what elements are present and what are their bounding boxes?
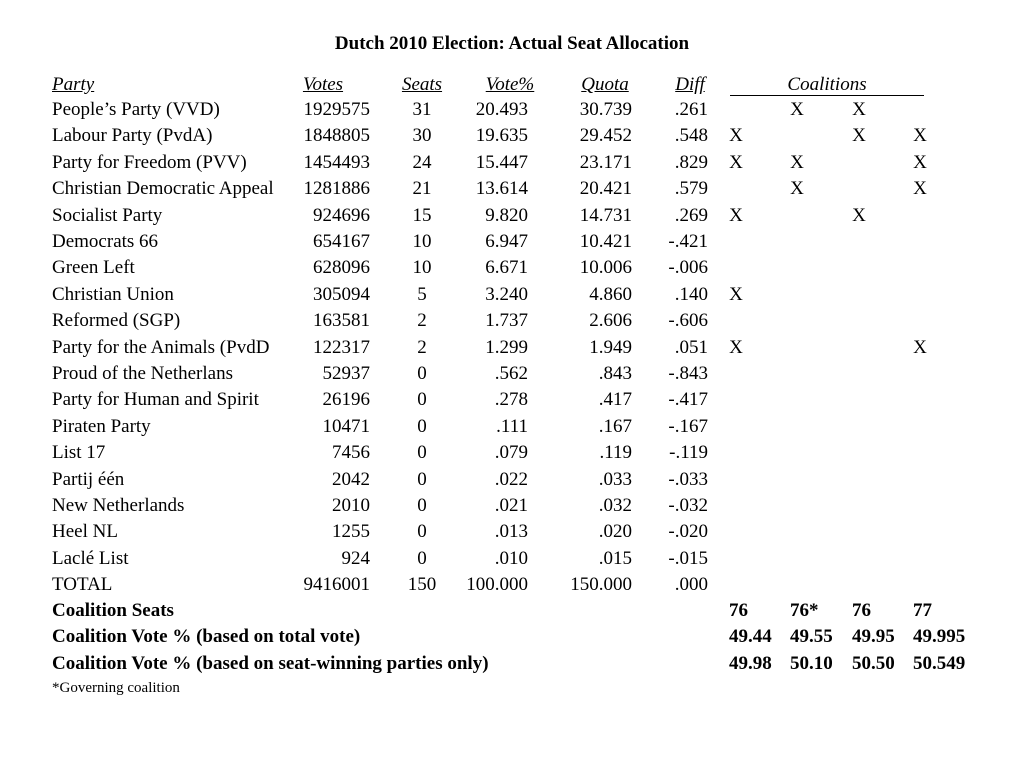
votes-value: 2042 (332, 469, 370, 490)
party-name: Christian Union (52, 284, 174, 305)
party-name: New Netherlands (52, 495, 185, 516)
party-name: Partij één (52, 469, 125, 490)
summary-label: Coalition Vote % (based on seat-winning parties only) (52, 653, 489, 674)
quota-value: 1.949 (589, 337, 632, 358)
party-name: Piraten Party (52, 416, 151, 437)
votes-value: 1848805 (303, 125, 370, 146)
diff-value: -.606 (668, 310, 708, 331)
summary-label: Coalition Seats (52, 600, 174, 621)
vote-pct-value: 9.820 (485, 205, 528, 226)
coalition-3-mark: X (852, 125, 866, 146)
vote-pct-value: 20.493 (475, 99, 528, 120)
vote-pct-value: .079 (494, 442, 528, 463)
diff-value: -.033 (668, 469, 708, 490)
quota-value: .843 (598, 363, 632, 384)
seats-value: 0 (417, 363, 427, 384)
quota-value: .032 (598, 495, 632, 516)
coalition-1-mark: X (729, 125, 743, 146)
page-title: Dutch 2010 Election: Actual Seat Allocation (334, 33, 690, 54)
votes-value: 2010 (332, 495, 370, 516)
summary-value-coalition-3: 76 (852, 600, 871, 621)
seats-value: 24 (412, 152, 432, 173)
seats-value: 0 (417, 521, 427, 542)
diff-value: .000 (674, 574, 708, 595)
votes-value: 7456 (332, 442, 370, 463)
vote-pct-value: 3.240 (485, 284, 528, 305)
coalition-1-mark: X (729, 152, 743, 173)
party-name: Labour Party (PvdA) (52, 125, 213, 146)
quota-value: 14.731 (579, 205, 632, 226)
party-name: Party for the Animals (PvdD (52, 337, 270, 358)
vote-pct-value: .021 (494, 495, 528, 516)
header-diff: Diff (675, 74, 705, 95)
summary-label: Coalition Vote % (based on total vote) (52, 626, 361, 647)
votes-value: 1454493 (303, 152, 370, 173)
vote-pct-value: 13.614 (475, 178, 528, 199)
coalition-2-mark: X (790, 99, 804, 120)
vote-pct-value: 1.737 (485, 310, 528, 331)
summary-value-coalition-1: 49.44 (729, 626, 772, 647)
vote-pct-value: .111 (496, 416, 528, 437)
footnote: *Governing coalition (52, 680, 180, 696)
seats-value: 30 (412, 125, 432, 146)
header-coalitions: Coalitions (787, 74, 867, 95)
diff-value: .140 (674, 284, 708, 305)
seats-value: 0 (417, 548, 427, 569)
seats-value: 0 (417, 416, 427, 437)
quota-value: 10.006 (579, 257, 632, 278)
coalition-3-mark: X (852, 205, 866, 226)
coalition-2-mark: X (790, 178, 804, 199)
party-name: Christian Democratic Appeal (52, 178, 274, 199)
diff-value: .579 (674, 178, 708, 199)
summary-value-coalition-1: 76 (729, 600, 748, 621)
vote-pct-value: 100.000 (466, 574, 528, 595)
party-name: Proud of the Netherlans (52, 363, 233, 384)
votes-value: 924696 (313, 205, 370, 226)
diff-value: -.032 (668, 495, 708, 516)
party-name: List 17 (52, 442, 106, 463)
diff-value: -.015 (668, 548, 708, 569)
seats-value: 0 (417, 389, 427, 410)
vote-pct-value: .010 (494, 548, 528, 569)
quota-value: .119 (599, 442, 632, 463)
diff-value: -.421 (668, 231, 708, 252)
coalition-4-mark: X (913, 125, 927, 146)
diff-value: -.843 (668, 363, 708, 384)
summary-value-coalition-1: 49.98 (729, 653, 772, 674)
seats-value: 150 (407, 574, 437, 595)
vote-pct-value: 1.299 (485, 337, 528, 358)
party-name: Socialist Party (52, 205, 163, 226)
party-name: Laclé List (52, 548, 129, 569)
vote-pct-value: .562 (494, 363, 528, 384)
summary-value-coalition-3: 50.50 (852, 653, 895, 674)
diff-value: .051 (674, 337, 708, 358)
header-quota: Quota (581, 74, 629, 95)
quota-value: .033 (598, 469, 632, 490)
quota-value: 20.421 (579, 178, 632, 199)
diff-value: .829 (674, 152, 708, 173)
diff-value: .269 (674, 205, 708, 226)
votes-value: 1255 (332, 521, 370, 542)
coalition-3-mark: X (852, 99, 866, 120)
summary-value-coalition-2: 49.55 (790, 626, 833, 647)
votes-value: 305094 (313, 284, 370, 305)
quota-value: 150.000 (570, 574, 632, 595)
header-party: Party (52, 74, 95, 95)
header-votes: Votes (302, 74, 344, 95)
summary-value-coalition-4: 49.995 (913, 626, 966, 647)
seats-value: 2 (417, 310, 427, 331)
votes-value: 9416001 (303, 574, 370, 595)
coalition-1-mark: X (729, 284, 743, 305)
seats-value: 0 (417, 495, 427, 516)
coalition-4-mark: X (913, 337, 927, 358)
seats-value: 0 (417, 442, 427, 463)
vote-pct-value: 6.947 (485, 231, 528, 252)
votes-value: 122317 (313, 337, 370, 358)
quota-value: .417 (598, 389, 632, 410)
diff-value: -.020 (668, 521, 708, 542)
votes-value: 163581 (313, 310, 370, 331)
summary-value-coalition-4: 77 (913, 600, 932, 621)
votes-value: 26196 (322, 389, 370, 410)
quota-value: .020 (598, 521, 632, 542)
party-name: Reformed (SGP) (52, 310, 181, 331)
vote-pct-value: 19.635 (475, 125, 528, 146)
header-vote-pct: Vote% (485, 74, 535, 95)
coalition-1-mark: X (729, 337, 743, 358)
diff-value: .261 (674, 99, 708, 120)
seats-value: 15 (412, 205, 432, 226)
summary-value-coalition-3: 49.95 (852, 626, 895, 647)
seats-value: 10 (412, 231, 432, 252)
vote-pct-value: .278 (494, 389, 528, 410)
votes-value: 628096 (313, 257, 370, 278)
quota-value: 10.421 (579, 231, 632, 252)
seats-value: 31 (412, 99, 432, 120)
seats-value: 0 (417, 469, 427, 490)
diff-value: -.167 (668, 416, 708, 437)
diff-value: -.119 (669, 442, 708, 463)
quota-value: 30.739 (579, 99, 632, 120)
votes-value: 1929575 (303, 99, 370, 120)
quota-value: 4.860 (589, 284, 632, 305)
seats-value: 2 (417, 337, 427, 358)
coalition-2-mark: X (790, 152, 804, 173)
party-name: Heel NL (52, 521, 118, 542)
coalition-4-mark: X (913, 178, 927, 199)
coalitions-underline (730, 95, 924, 96)
party-name: Democrats 66 (52, 231, 159, 252)
summary-value-coalition-2: 50.10 (790, 653, 833, 674)
party-name: TOTAL (52, 574, 113, 595)
summary-value-coalition-4: 50.549 (913, 653, 966, 674)
diff-value: .548 (674, 125, 708, 146)
vote-pct-value: 15.447 (475, 152, 528, 173)
votes-value: 52937 (322, 363, 370, 384)
party-name: Party for Freedom (PVV) (52, 152, 247, 173)
party-name: People’s Party (VVD) (52, 99, 220, 120)
votes-value: 654167 (313, 231, 370, 252)
summary-value-coalition-2: 76* (790, 600, 819, 621)
coalition-1-mark: X (729, 205, 743, 226)
quota-value: .167 (598, 416, 632, 437)
coalition-4-mark: X (913, 152, 927, 173)
party-name: Party for Human and Spirit (52, 389, 259, 410)
seats-value: 5 (417, 284, 427, 305)
seats-value: 10 (412, 257, 432, 278)
votes-value: 10471 (322, 416, 370, 437)
diff-value: -.417 (668, 389, 708, 410)
vote-pct-value: .022 (494, 469, 528, 490)
header-seats: Seats (401, 74, 443, 95)
quota-value: 2.606 (589, 310, 632, 331)
quota-value: 29.452 (579, 125, 632, 146)
vote-pct-value: 6.671 (485, 257, 528, 278)
party-name: Green Left (52, 257, 135, 278)
diff-value: -.006 (668, 257, 708, 278)
votes-value: 1281886 (303, 178, 370, 199)
vote-pct-value: .013 (494, 521, 528, 542)
quota-value: .015 (598, 548, 632, 569)
votes-value: 924 (341, 548, 370, 569)
quota-value: 23.171 (579, 152, 632, 173)
seats-value: 21 (412, 178, 432, 199)
